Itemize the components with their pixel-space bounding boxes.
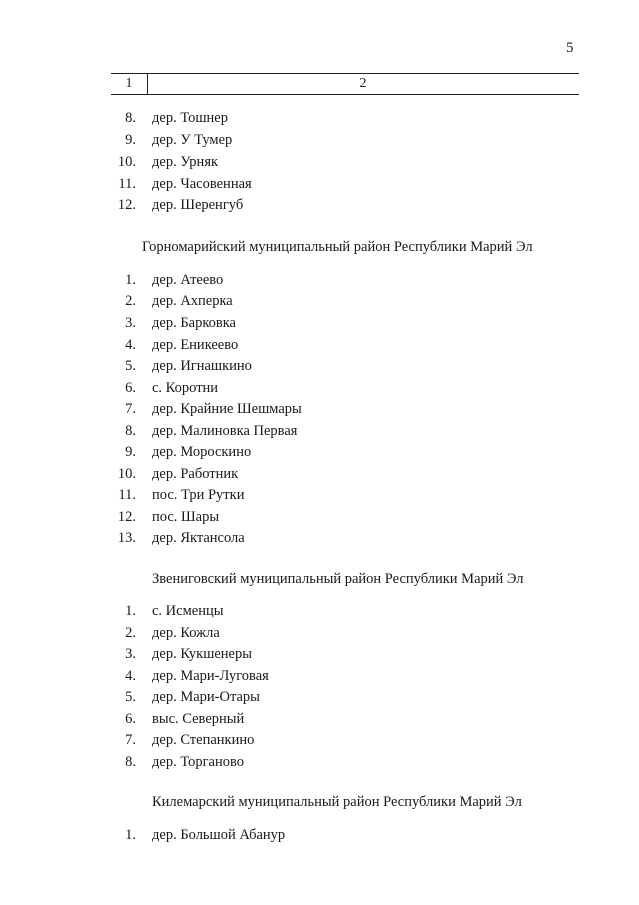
- list-item-text: дер. Работник: [152, 466, 239, 482]
- list-item-number: 6.: [125, 711, 136, 727]
- list-item: [0, 315, 639, 335]
- list-item-number: 7.: [125, 732, 136, 748]
- list-item-text: с. Коротни: [152, 380, 219, 396]
- list-item: [0, 176, 639, 196]
- list-item-number: 11.: [118, 176, 136, 192]
- list-item-number: 9.: [125, 444, 136, 460]
- list-item-number: 5.: [125, 689, 136, 705]
- list-item: [0, 509, 639, 529]
- list-item-number: 2.: [125, 293, 136, 309]
- list-item-number: 11.: [118, 487, 136, 503]
- list-item-text: дер. Торганово: [152, 754, 244, 770]
- list-item-text: дер. Малиновка Первая: [152, 423, 298, 439]
- list-item: [0, 110, 639, 130]
- list-item: [0, 358, 639, 378]
- list-item-number: 4.: [125, 668, 136, 684]
- table-header-col2: 2: [359, 76, 367, 91]
- list-item-number: 1.: [125, 603, 136, 619]
- list-item-text: дер. Большой Абанур: [152, 827, 286, 843]
- list-item-number: 4.: [125, 337, 136, 353]
- list-item-text: дер. Мари-Отары: [152, 689, 260, 705]
- list-item-number: 10.: [117, 466, 136, 482]
- list-item-number: 8.: [125, 423, 136, 439]
- list-item: [0, 380, 639, 400]
- list-item-number: 2.: [125, 625, 136, 641]
- list-item: [0, 827, 639, 847]
- list-item-number: 1.: [125, 827, 136, 843]
- list-item: [0, 132, 639, 152]
- list-item-number: 3.: [125, 315, 136, 331]
- list-item: [0, 625, 639, 645]
- list-item-number: 5.: [125, 358, 136, 374]
- list-item-number: 6.: [125, 380, 136, 396]
- list-item: [0, 487, 639, 507]
- list-item: [0, 754, 639, 774]
- list-item-number: 1.: [125, 272, 136, 288]
- list-item-text: дер. Кукшенеры: [152, 646, 252, 662]
- list-item: [0, 530, 639, 550]
- list-item-text: пос. Три Рутки: [152, 487, 245, 503]
- list-item: [0, 646, 639, 666]
- list-item-text: дер. Игнашкино: [152, 358, 252, 374]
- list-item-text: пос. Шары: [152, 509, 220, 525]
- list-item-text: дер. Крайние Шешмары: [152, 401, 302, 417]
- list-item-number: 3.: [125, 646, 136, 662]
- list-item: [0, 293, 639, 313]
- section-heading: Звениговский муниципальный район Республики Марий Эл: [152, 571, 524, 587]
- list-item-number: 8.: [125, 754, 136, 770]
- list-item-text: с. Исменцы: [152, 603, 224, 619]
- list-item: [0, 154, 639, 174]
- list-item: [0, 423, 639, 443]
- list-item-text: дер. Кожла: [152, 625, 220, 641]
- list-item: [0, 689, 639, 709]
- page-number: 5: [566, 40, 574, 56]
- section-heading: Килемарский муниципальный район Республики Марий Эл: [152, 794, 522, 810]
- list-item-text: дер. Ахперка: [152, 293, 233, 309]
- list-item-text: дер. Шеренгуб: [152, 197, 244, 213]
- list-item: [0, 466, 639, 486]
- section-heading: Горномарийский муниципальный район Республики Марий Эл: [142, 239, 533, 255]
- list-item-text: дер. Степанкино: [152, 732, 255, 748]
- list-item: [0, 401, 639, 421]
- list-item: [0, 444, 639, 464]
- list-item-number: 7.: [125, 401, 136, 417]
- list-item-text: дер. Тошнер: [152, 110, 228, 126]
- list-item-number: 9.: [125, 132, 136, 148]
- list-item-number: 8.: [125, 110, 136, 126]
- table-header: [111, 73, 579, 95]
- list-item-number: 12.: [117, 197, 136, 213]
- list-item-text: дер. У Тумер: [152, 132, 233, 148]
- list-item: [0, 603, 639, 623]
- list-item-text: дер. Мари-Луговая: [152, 668, 269, 684]
- list-item-number: 12.: [117, 509, 136, 525]
- list-item-text: дер. Урняк: [152, 154, 219, 170]
- list-item: [0, 668, 639, 688]
- list-item: [0, 197, 639, 217]
- list-item-text: дер. Яктансола: [152, 530, 245, 546]
- list-item-number: 13.: [117, 530, 136, 546]
- list-item-text: дер. Часовенная: [152, 176, 252, 192]
- list-item: [0, 732, 639, 752]
- list-item: [0, 272, 639, 292]
- list-item-text: дер. Атеево: [152, 272, 224, 288]
- list-item-number: 10.: [117, 154, 136, 170]
- list-item-text: дер. Барковка: [152, 315, 236, 331]
- list-item-text: выс. Северный: [152, 711, 245, 727]
- list-item-text: дер. Мороскино: [152, 444, 252, 460]
- list-item: [0, 337, 639, 357]
- list-item: [0, 711, 639, 731]
- list-item-text: дер. Еникеево: [152, 337, 239, 353]
- table-header-col1: 1: [111, 74, 148, 94]
